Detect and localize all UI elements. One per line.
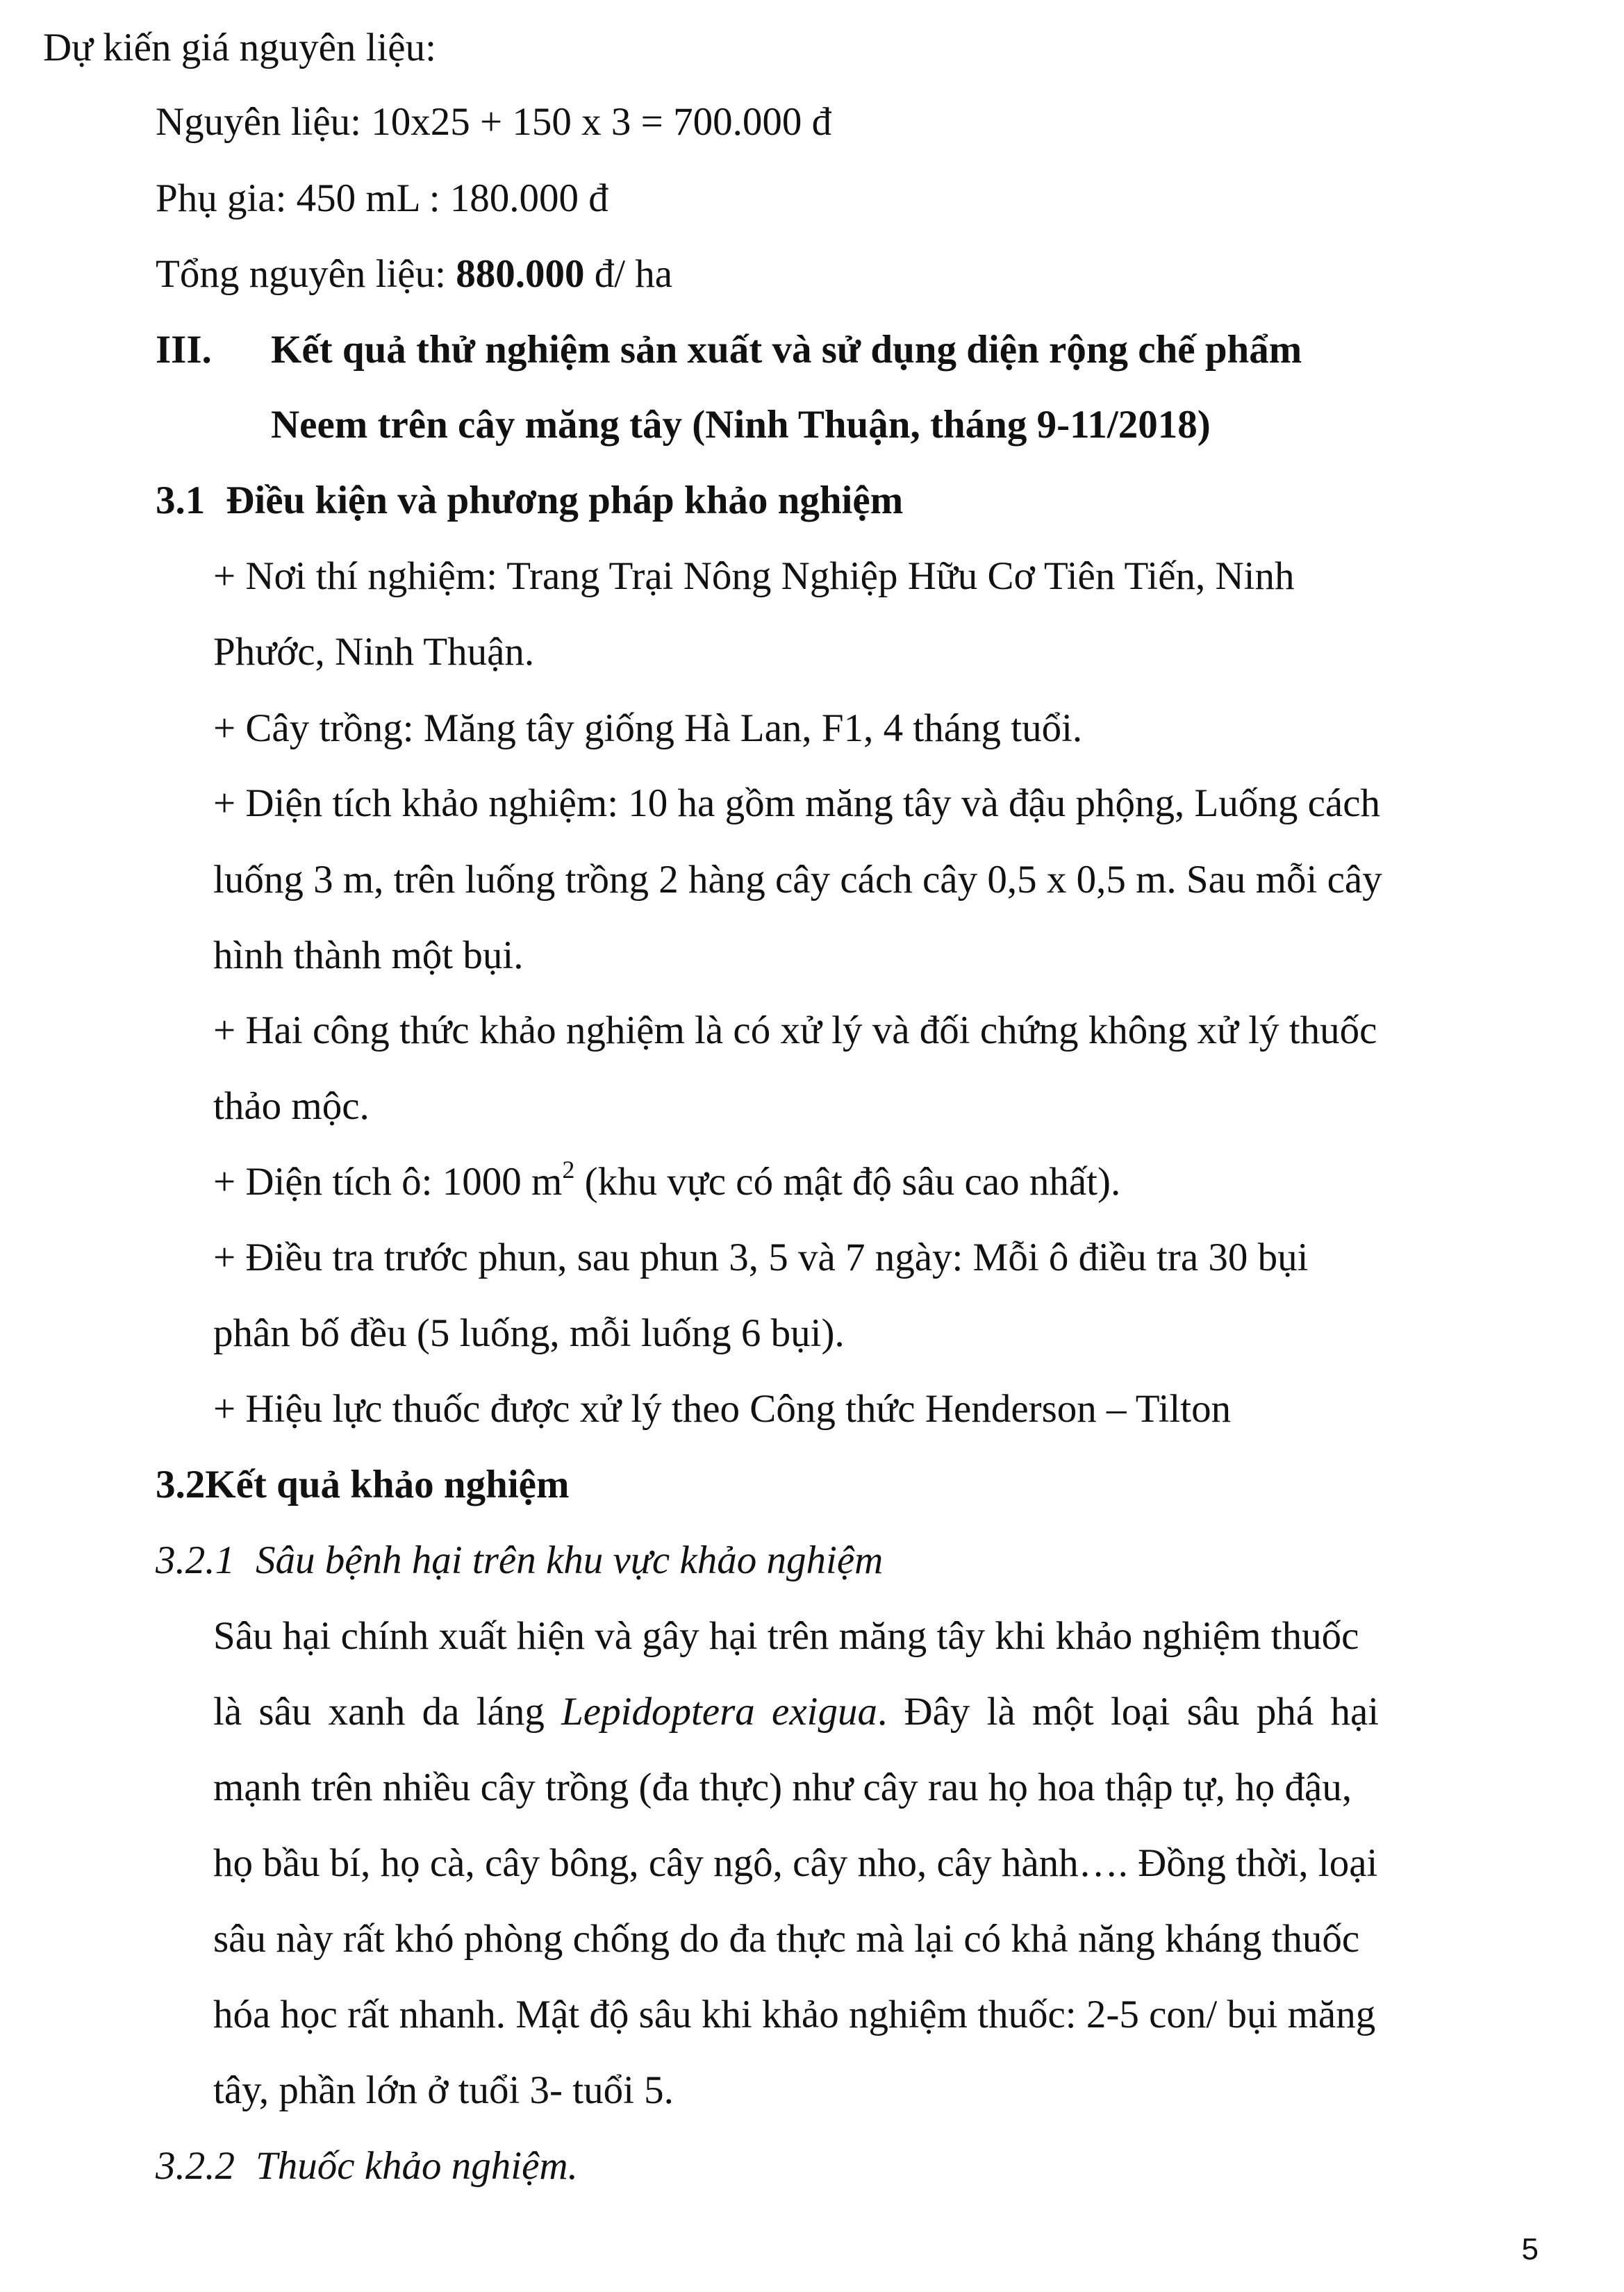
subsection-3-2-1-number: 3.2.1	[156, 1538, 235, 1582]
paragraph-line-2-end: . Đây là một loại sâu phá hại	[877, 1690, 1379, 1734]
section-3-title-line-2: Neem trên cây măng tây (Ninh Thuận, tháng 9-11/2018)	[271, 403, 1211, 447]
paragraph-line-4: họ bầu bí, họ cà, cây bông, cây ngô, cây nho, cây hành…. Đồng thời, loại	[213, 1841, 1378, 1885]
condition-area-line-1: + Diện tích khảo nghiệm: 10 ha gồm măng tây và đậu phộng, Luống cách	[213, 781, 1380, 825]
condition-survey-line-1: + Điều tra trước phun, sau phun 3, 5 và 7 ngày: Mỗi ô điều tra 30 bụi	[213, 1236, 1309, 1279]
subsection-3-2-1	[156, 1538, 884, 1582]
subsection-3-2-title: Kết quả khảo nghiệm	[205, 1463, 570, 1506]
paragraph-line-2	[213, 1692, 1379, 1732]
species-name: Lepidoptera exigua	[561, 1690, 877, 1734]
subsection-3-1	[156, 481, 903, 520]
condition-place-line-2: Phước, Ninh Thuận.	[213, 630, 535, 674]
total-value: 880.000	[456, 252, 585, 296]
condition-formula-line-1: + Hai công thức khảo nghiệm là có xử lý và đối chứng không xử lý thuốc	[213, 1008, 1377, 1052]
subsection-3-1-title: Điều kiện và phương pháp khảo nghiệm	[226, 479, 904, 522]
page-number: 5	[1521, 2232, 1539, 2266]
paragraph-line-7: tây, phần lớn ở tuổi 3- tuổi 5.	[213, 2068, 674, 2112]
subsection-3-2-2-number: 3.2.2	[156, 2144, 235, 2188]
subsection-3-2-1-title: Sâu bệnh hại trên khu vực khảo nghiệm	[256, 1538, 884, 1582]
paragraph-line-6: hóa học rất nhanh. Mật độ sâu khi khảo nghiệm thuốc: 2-5 con/ bụi măng	[213, 1993, 1376, 2036]
subsection-3-2	[156, 1465, 569, 1504]
condition-efficacy: + Hiệu lực thuốc được xử lý theo Công thức Henderson – Tilton	[213, 1387, 1232, 1431]
condition-formula-line-2: thảo mộc.	[213, 1084, 370, 1128]
total-line	[156, 254, 672, 294]
paragraph-line-3: mạnh trên nhiều cây trồng (đa thực) như cây rau họ hoa thập tự, họ đậu,	[213, 1766, 1352, 1809]
cost-item-additives: Phụ gia: 450 mL : 180.000 đ	[156, 176, 608, 220]
plot-area-text: + Diện tích ô: 1000 m	[213, 1160, 563, 1204]
total-unit: đ/ ha	[584, 252, 673, 296]
plot-area-note: (khu vực có mật độ sâu cao nhất).	[574, 1160, 1121, 1204]
subsection-3-1-number: 3.1	[156, 479, 206, 522]
subsection-3-2-2-title: Thuốc khảo nghiệm.	[256, 2144, 578, 2188]
condition-crop: + Cây trồng: Măng tây giống Hà Lan, F1, 4 tháng tuổi.	[213, 706, 1083, 750]
plot-area-superscript: 2	[562, 1156, 575, 1184]
section-3-number: III.	[156, 328, 212, 372]
condition-area-line-2: luống 3 m, trên luống trồng 2 hàng cây cách cây 0,5 x 0,5 m. Sau mỗi cây	[213, 858, 1382, 902]
condition-survey-line-2: phân bố đều (5 luống, mỗi luống 6 bụi).	[213, 1311, 845, 1355]
section-3-title-line-1: Kết quả thử nghiệm sản xuất và sử dụng diện rộng chế phẩm	[271, 328, 1302, 372]
condition-plot-area	[213, 1156, 1121, 1204]
cost-item-materials: Nguyên liệu: 10x25 + 150 x 3 = 700.000 đ	[156, 100, 832, 144]
condition-area-line-3: hình thành một bụi.	[213, 933, 524, 977]
subsection-3-2-number: 3.2	[156, 1463, 206, 1506]
paragraph-line-1: Sâu hại chính xuất hiện và gây hại trên măng tây khi khảo nghiệm thuốc	[213, 1614, 1359, 1658]
condition-place-line-1: + Nơi thí nghiệm: Trang Trại Nông Nghiệp Hữu Cơ Tiên Tiến, Ninh	[213, 554, 1295, 598]
paragraph-line-5: sâu này rất khó phòng chống do đa thực mà lại có khả năng kháng thuốc	[213, 1917, 1360, 1961]
intro-label: Dự kiến giá nguyên liệu:	[43, 26, 436, 69]
total-label: Tổng nguyên liệu:	[156, 252, 456, 296]
subsection-3-2-2	[156, 2146, 578, 2186]
paragraph-line-2-start: là sâu xanh da láng	[213, 1690, 562, 1734]
